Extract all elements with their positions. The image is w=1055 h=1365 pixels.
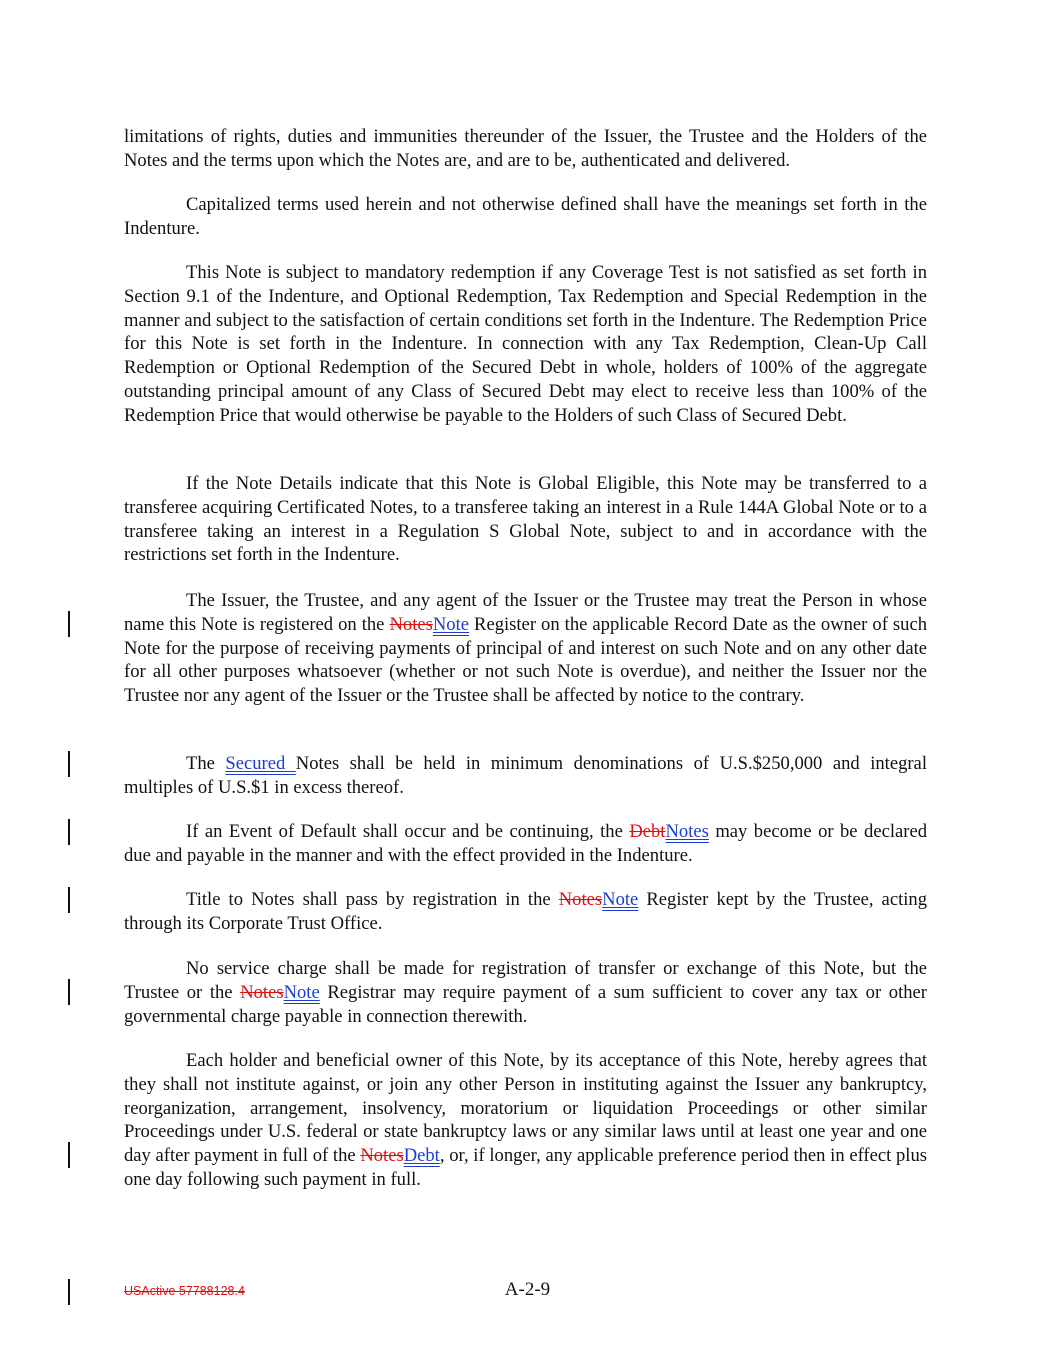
- paragraph-denominations: [124, 752, 927, 800]
- inserted-text: Note: [432, 613, 470, 635]
- text-segment: Registrar may require payment of a sum sufficient to cover any tax or other governmental charge payable in connection therewith.: [124, 981, 927, 1027]
- page-number: A-2-9: [504, 1279, 551, 1300]
- text-segment: The Issuer, the Trustee, and any agent of the Issuer or the Trustee may treat the Person in whose name this Note is registered on the: [124, 590, 927, 635]
- inserted-text: Note: [602, 889, 639, 910]
- text-segment: may become or be declared due and payable in the manner and with the effect provided in the Indenture.: [124, 821, 927, 866]
- text-segment: Register on the applicable Record Date as the owner of such Note for the purpose of receiving payments of principal of and interest on such Note and on any other date for all other purposes whatsoever (whether or not such Note is overdue), and neither the Issuer nor the Trustee nor any agent of the Issuer or the Trustee shall be affected by notice to the contrary.: [124, 613, 927, 707]
- change-bar: [68, 611, 70, 637]
- paragraph-event-of-default: [124, 820, 927, 868]
- text-segment: No service charge shall be made for registration of transfer or exchange of this Note, but the Trustee or the: [124, 958, 927, 1003]
- deleted-text: Notes: [360, 1145, 404, 1167]
- paragraph-capitalized-terms: Capitalized terms used herein and not otherwise defined shall have the meanings set forth in the Indenture.: [124, 194, 927, 239]
- change-bar: [68, 751, 70, 777]
- paragraph-mandatory-redemption: This Note is subject to mandatory redemption if any Coverage Test is not satisfied as set forth in Section 9.1 of the Indenture, and Optional Redemption, Tax Redemption and Special Redemption in the manner and subject to the satisfaction of certain conditions set forth in the Indenture. The Redemption Price for this Note is set forth in the Indenture. In connection with any Tax Redemption, Clean-Up Call Redemption or Optional Redemption of the Secured Debt in whole, holders of 100% of the aggregate outstanding principal amount of any Class of Secured Debt may elect to receive less than 100% of the Redemption Price that would otherwise be payable to the Holders of such Class of Secured Debt.: [124, 262, 927, 426]
- deleted-text: Notes: [389, 613, 433, 635]
- text-segment: , or, if longer, any applicable preference period then in effect plus one day following such payment in full.: [124, 1145, 927, 1190]
- paragraph-notes-limitations: limitations of rights, duties and immunities thereunder of the Issuer, the Trustee and the Holders of the Notes and the terms upon which the Notes are, and are to be, authenticated and delivered.: [124, 126, 927, 171]
- inserted-text: Note: [283, 981, 320, 1003]
- document-id: USActive 57788128.4: [124, 1284, 245, 1298]
- text-segment: If an Event of Default shall occur and be continuing, the: [186, 821, 630, 842]
- paragraph-title-registration: [124, 888, 927, 936]
- paragraph-service-charge: [124, 957, 927, 1028]
- deleted-text: Debt: [629, 821, 666, 842]
- inserted-text: Debt: [403, 1145, 440, 1167]
- text-segment: Notes shall be held in minimum denominations of U.S.$250,000 and integral multiples of U.S.$1 in excess thereof.: [124, 753, 927, 798]
- text-segment: Each holder and beneficial owner of this Note, by its acceptance of this Note, hereby agrees that they shall not institute against, or join any other Person in instituting against the Issuer any bankruptcy, reorganization, arrangement, insolvency, moratorium or liquidation Proceedings or other similar Proceedings under U.S. federal or state bankruptcy laws or any similar laws until at least one year and one day after payment in full of the: [124, 1050, 927, 1167]
- text-segment: The: [186, 753, 226, 774]
- deleted-text: Notes: [240, 981, 284, 1003]
- paragraph-owner-treatment: [124, 589, 927, 708]
- change-bar: [68, 979, 70, 1005]
- deleted-text: Notes: [558, 889, 603, 910]
- paragraph-non-petition: [124, 1049, 927, 1192]
- change-bar: [68, 887, 70, 913]
- change-bar: [68, 819, 70, 845]
- inserted-text: Notes: [665, 821, 709, 842]
- text-segment: Title to Notes shall pass by registration in the: [186, 889, 559, 910]
- change-bar: [68, 1142, 70, 1168]
- paragraph-global-eligible: If the Note Details indicate that this Note is Global Eligible, this Note may be transferred to a transferee acquiring Certificated Notes, to a transferee taking an interest in a Rule 144A Global Note or to a transferee taking an interest in a Regulation S Global Note, subject to and in accordance with the restrictions set forth in the Indenture.: [124, 473, 927, 566]
- text-segment: Register kept by the Trustee, acting through its Corporate Trust Office.: [124, 889, 927, 934]
- inserted-text: Secured: [225, 753, 296, 774]
